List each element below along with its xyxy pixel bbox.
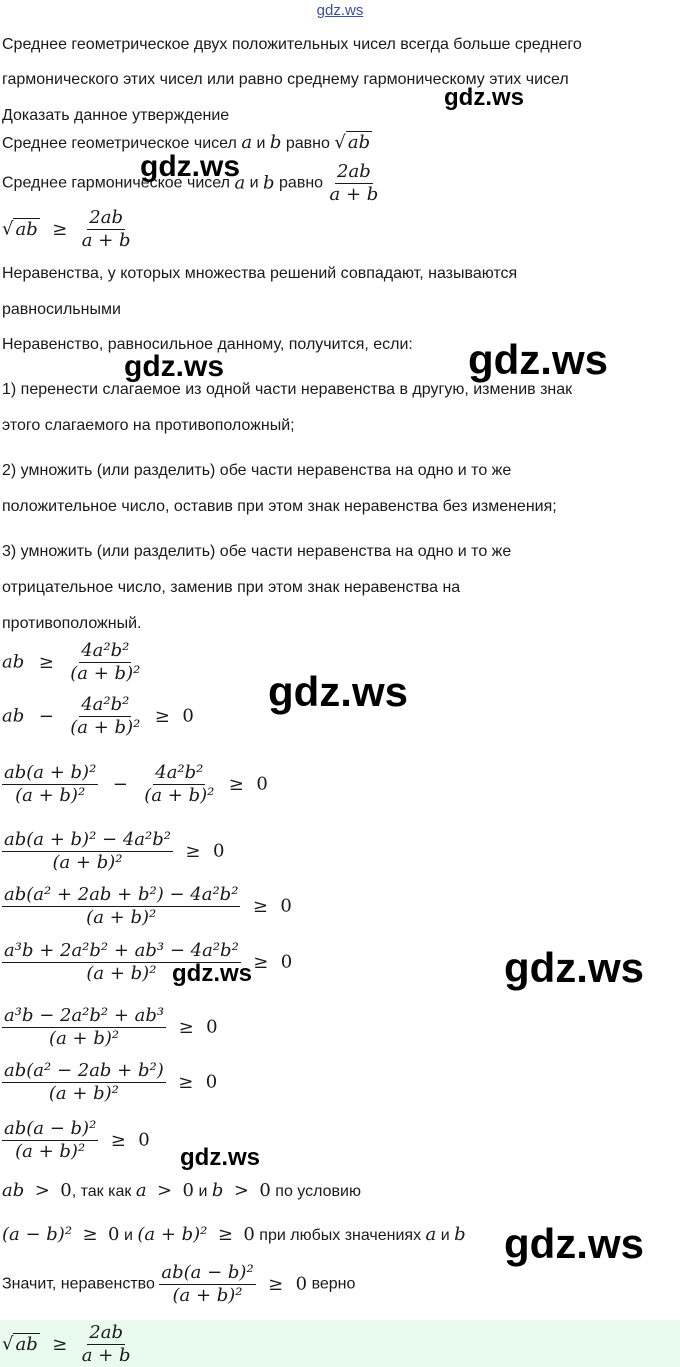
site-link[interactable]: gdz.ws [316,2,364,19]
squares-line: (a − b)² ≥ 0 и (a + b)² ≥ 0 при любых значениях a и b [2,1224,466,1245]
step-7: $\frac{\text{a³b − 2a²b² + ab³}}{\text{(a + b)²}}$ ≥ 0 [4,1005,218,1049]
rule-2a: 2) умножить (или разделить) обе части неравенства на одно и то же [2,462,512,479]
step-4: $\frac{\text{ab(a + b)² − 4a²b²}}{\text{(a + b)²}}$ ≥ 0 [4,829,225,873]
step-9: $\frac{\text{ab(a − b)²}}{\text{(a + b)²}}$ ≥ 0 [4,1118,150,1162]
watermark: gdz.ws [268,668,409,715]
watermark: gdz.ws [468,336,609,383]
rule-3a: 3) умножить (или разделить) обе части неравенства на одно и то же [2,543,512,560]
rule-3b: отрицательное число, заменив при этом знак неравенства на [2,579,461,596]
step-6: $\frac{\text{a³b + 2a²b² + ab³ − 4a²b²}}{\text{(a + b)²}}$ ≥ 0 [4,940,293,984]
step-5: $\frac{\text{ab(a² + 2ab + b²) − 4a²b²}}{\text{(a + b)²}}$ ≥ 0 [4,884,292,928]
task-line: Доказать данное утверждение [2,107,230,124]
rule-2b: положительное число, оставив при этом знак неравенства без изменения; [2,498,557,515]
watermark: gdz.ws [504,1220,645,1267]
condition-line: ab > 0, так как a > 0 и b > 0 по условию [2,1180,361,1201]
statement-line-2: гармонического этих чисел или равно среднему гармоническому этих чисел [2,71,569,88]
equivalence-line-2: равносильными [2,301,121,318]
rule-3c: противоположный. [2,615,142,632]
equivalence-line-1: Неравенства, у которых множества решений совпадают, называются [2,265,518,282]
rule-1b: этого слагаемого на противоположный; [2,417,295,434]
step-1: ab ≥ $\frac{\text{4a²b²}}{\text{(a + b)²}}$ [2,640,141,684]
watermark: gdz.ws [124,350,225,383]
rule-1a: 1) перенести слагаемое из одной части неравенства в другую, изменив знак [2,381,573,398]
harmonic-mean-line: Среднее гармоническое чисел a и b равно $\frac{2ab}{a + b}$ [2,161,379,205]
step-8: $\frac{\text{ab(a² − 2ab + b²)}}{\text{(a + b)²}}$ ≥ 0 [4,1060,218,1104]
final-answer: √ ab ≥ $\frac{2ab}{a + b}$ [2,1322,131,1366]
sqrt-ab: ab [347,132,371,153]
watermark: gdz.ws [444,84,525,111]
conclusion-line: Значит, неравенство $\frac{\text{ab(a − b)²}}{\text{(a + b)²}}$ ≥ 0 верно [2,1262,356,1306]
step-3: $\frac{\text{ab(a + b)²}}{\text{(a + b)²}}$ − $\frac{\text{4a²b²}}{\text{(a + b)²}}$ ≥ 0 [4,762,268,806]
inequality-main: √ ab ≥ $\frac{2ab}{a + b}$ [2,207,131,251]
watermark: gdz.ws [504,944,645,991]
watermark: gdz.ws [172,960,253,987]
geometric-mean-line: Среднее геометрическое чисел a и b равно √ ab [2,132,371,153]
harmonic-fraction: $\frac{2ab}{a + b}$ [329,161,379,205]
watermark: gdz.ws [180,1144,261,1171]
step-2: ab − $\frac{\text{4a²b²}}{\text{(a + b)²}}$ ≥ 0 [2,694,194,738]
equivalence-line-3: Неравенство, равносильное данному, получится, если: [2,336,413,353]
watermark: gdz.ws [140,150,241,183]
statement-line-1: Среднее геометрическое двух положительных чисел всегда больше среднего [2,36,582,53]
